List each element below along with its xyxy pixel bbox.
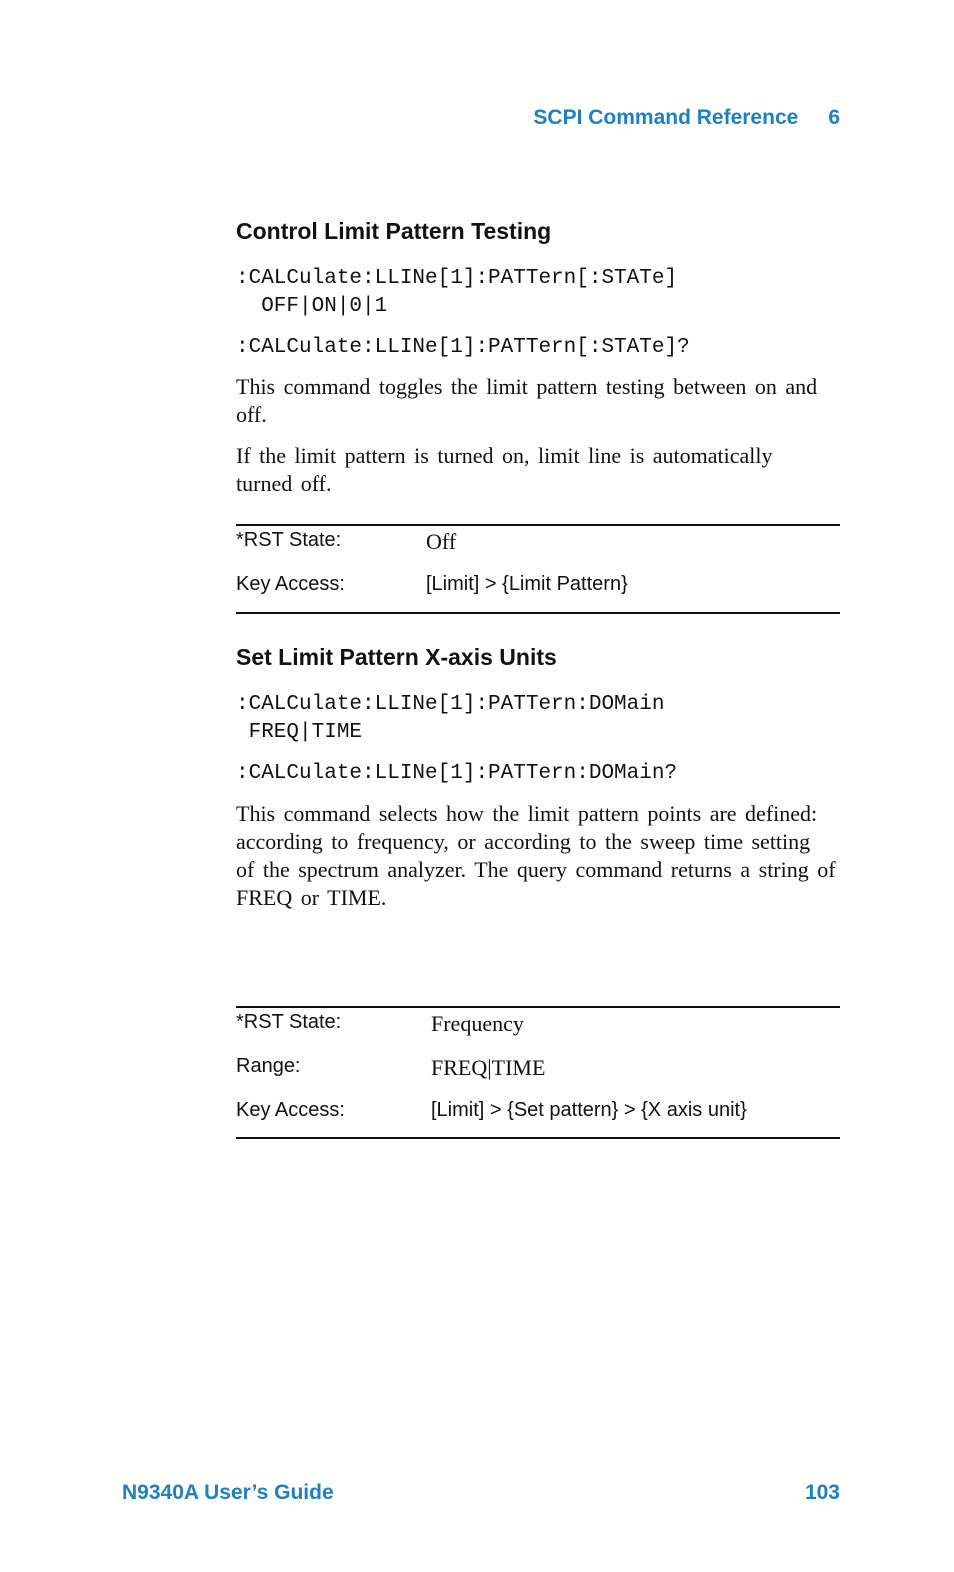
running-header	[533, 106, 840, 130]
description-paragraph: This command selects how the limit pattern points are defined: according to frequency, or according to the sweep time setting of the spectrum analyzer. The query command returns a string of FREQ or TIME.	[236, 801, 836, 910]
table-bottom-rule	[236, 1137, 840, 1139]
note-paragraph: If the limit pattern is turned on, limit line is automatically turned off.	[236, 443, 773, 496]
chapter-number: 6	[828, 106, 840, 129]
footer-page-number: 103	[804, 1481, 840, 1504]
table-row	[236, 1011, 840, 1041]
section-heading-x-axis-units: Set Limit Pattern X-axis Units	[236, 644, 557, 670]
section-title: SCPI Command Reference	[533, 106, 799, 129]
row-value: FREQ|TIME	[431, 1055, 546, 1080]
table-bottom-rule	[236, 612, 840, 614]
row-value: Off	[426, 529, 457, 554]
row-value: [Limit] > {Set pattern} > {X axis unit}	[431, 1099, 747, 1121]
row-label: Range:	[236, 1055, 301, 1077]
row-label: *RST State:	[236, 1011, 342, 1033]
row-label: Key Access:	[236, 1099, 345, 1121]
row-label: Key Access:	[236, 573, 345, 595]
row-value: [Limit] > {Limit Pattern}	[426, 573, 628, 595]
command-syntax-line: :CALCulate:LLINe[1]:PATTern:DOMain	[236, 693, 665, 716]
table-row	[236, 1055, 840, 1085]
query-syntax: :CALCulate:LLINe[1]:PATTern[:STATe]?	[236, 336, 690, 359]
command-syntax-parameters: FREQ|TIME	[236, 721, 363, 744]
row-label: *RST State:	[236, 529, 342, 551]
footer-guide-title: N9340A User’s Guide	[122, 1481, 334, 1504]
query-syntax: :CALCulate:LLINe[1]:PATTern:DOMain?	[236, 762, 678, 785]
table-top-rule	[236, 524, 840, 526]
description-paragraph: This command toggles the limit pattern testing between on and off.	[236, 374, 818, 427]
table-row	[236, 529, 840, 559]
table-top-rule	[236, 1006, 840, 1008]
table-row	[236, 1099, 840, 1129]
command-syntax-line: :CALCulate:LLINe[1]:PATTern[:STATe]	[236, 267, 678, 290]
section-heading-control-limit-pattern: Control Limit Pattern Testing	[236, 218, 552, 244]
table-row	[236, 573, 840, 603]
command-syntax-parameters: OFF|ON|0|1	[236, 295, 388, 318]
row-value: Frequency	[431, 1011, 524, 1036]
